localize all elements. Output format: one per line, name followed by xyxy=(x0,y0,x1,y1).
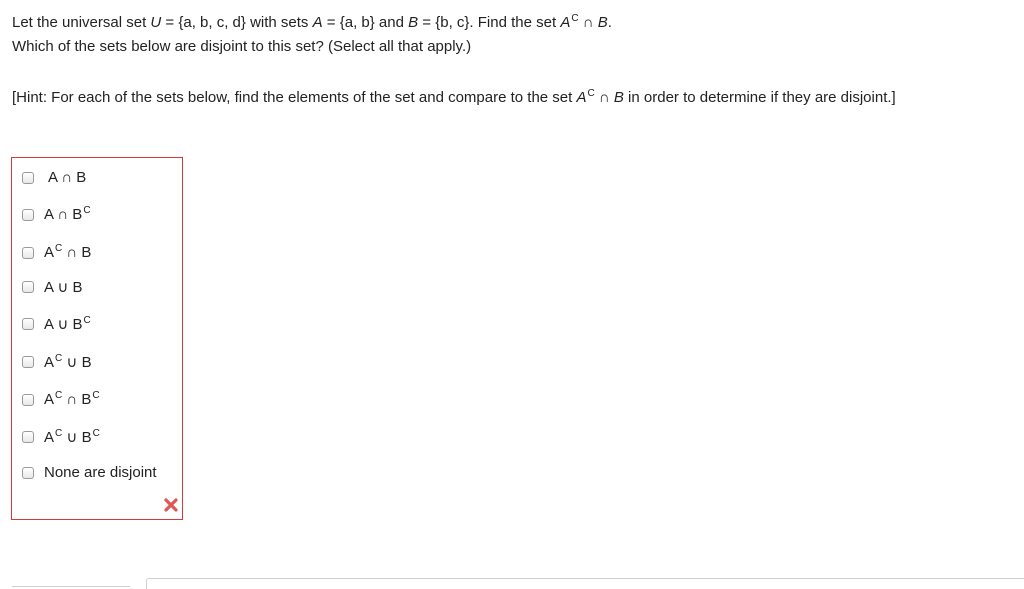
choice-label: A ∩ B xyxy=(48,169,87,186)
question-line-1: Let the universal set U = {a, b, c, d} with sets A = {a, b} and B = {b, c}. Find the set $A^C$ ∩ B. xyxy=(12,13,612,31)
checkbox[interactable] xyxy=(22,467,34,479)
divider xyxy=(12,586,130,587)
choice-label: $A^C$ ∩ B xyxy=(44,243,92,261)
choice-label: $A^C$ ∪ B xyxy=(44,353,92,371)
choice-label: $A^C$ ∪ $B^C$ xyxy=(44,428,100,446)
answer-choices-box xyxy=(11,157,183,520)
checkbox[interactable] xyxy=(22,281,34,293)
checkbox[interactable] xyxy=(22,247,34,259)
choice-label: A ∩ $B^C$ xyxy=(44,205,91,223)
next-panel-edge xyxy=(146,578,1024,589)
question-text xyxy=(12,11,1012,59)
checkbox[interactable] xyxy=(22,172,34,184)
checkbox[interactable] xyxy=(22,431,34,443)
choice-label: A ∪ $B^C$ xyxy=(44,315,91,333)
choice-label: $A^C$ ∩ $B^C$ xyxy=(44,390,100,408)
checkbox[interactable] xyxy=(22,356,34,368)
choice-label: None are disjoint xyxy=(44,464,157,481)
choice-label: A ∪ B xyxy=(44,279,83,296)
checkbox[interactable] xyxy=(22,318,34,330)
x-icon xyxy=(164,498,178,512)
checkbox[interactable] xyxy=(22,394,34,406)
question-line-2: Which of the sets below are disjoint to this set? (Select all that apply.) xyxy=(12,38,472,55)
hint-text: [Hint: For each of the sets below, find the elements of the set and compare to the set $A^C$ ∩ B in order to determine if they are disjoint.] xyxy=(12,88,896,106)
checkbox[interactable] xyxy=(22,209,34,221)
